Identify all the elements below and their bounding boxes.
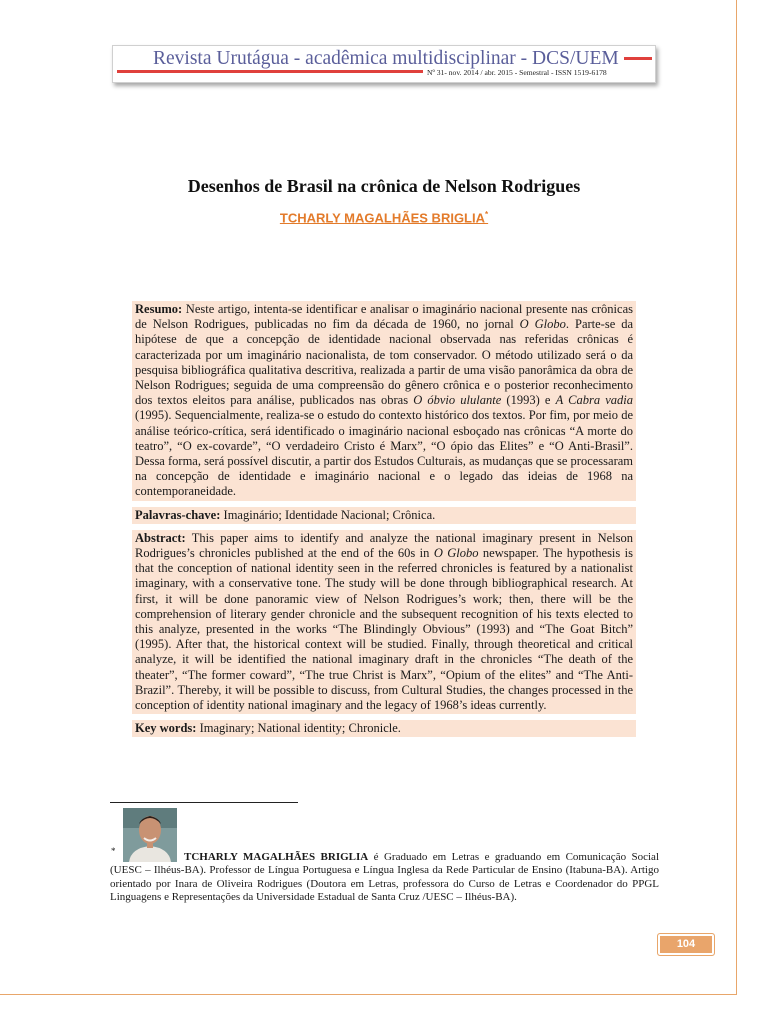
footnote-separator	[110, 802, 298, 803]
journal-header	[112, 45, 656, 83]
resumo-label: Resumo:	[135, 302, 183, 316]
journal-title: Revista Urutágua - acadêmica multidisciplinar - DCS/UEM	[153, 48, 619, 69]
palavras-chave-label: Palavras-chave:	[135, 507, 221, 522]
keywords-label: Key words:	[135, 721, 197, 736]
resumo-paragraph: Resumo: Neste artigo, intenta-se identificar e analisar o imaginário nacional presente nas crônicas de Nelson Rodrigues, publicadas no fim da década de 1960, no jornal O Globo. Parte-se da hipótese de que a concepção de identidade nacional observada nas referidas crônicas é caracterizada por um imaginário nacionalista, de tom conservador. O método utilizado será o da pesquisa bibliográfica qualitativa descritiva, realizada a partir de uma visão panorâmica da obra de Nelson Rodrigues; seguida de uma compreensão do gênero crônica e o posterior reconhecimento dos textos eleitos para análise, publicados nas obras O óbvio ululante (1993) e A Cabra vadia (1995). Sequencialmente, realiza-se o estudo do contexto histórico dos textos. Por fim, por meio de análise teórico-crítica, será identificado o imaginário nacional esboçado nas crônicas “A morte do teatro”, “O ex-covarde”, “O verdadeiro Cristo é Marx”, “O ópio das Elites” e “O Anti-Brasil”. Dessa forma, será possível discutir, a partir dos Estudos Culturais, as mudanças que se processaram na concepção de identidade e imaginário nacional e o legado das ideias de 1968 na contemporaneidade.	[132, 301, 636, 501]
header-red-line-right	[624, 57, 652, 60]
keywords-paragraph: Key words: Imaginary; National identity; Chronicle.	[132, 720, 636, 737]
article-title: Desenhos de Brasil na crônica de Nelson Rodrigues	[187, 176, 581, 196]
abstract-paragraph: Abstract: This paper aims to identify and analyze the national imaginary present in Nelson Rodrigues’s chronicles published at the end of the 60s in O Globo newspaper. The hypothesis is that the conception of national identity seen in the referred chronicles is featured by a nationalist imaginary, with a conservative tone. The study will be done through bibliographical research. At first, it will be done panoramic view of Nelson Rodrigues’s work; then, there will be the comprehension of literary gender chronicle and the subsequent recognition of his texts elected to this analyze, presented in the works “The Blindingly Obvious” (1993) and “The Goat Bitch” (1995). After that, the historical context will be studied. Finally, through theoretical and critical analyze, it will be identified the national imaginary draft in the chronicles “The death of the theater”, “The former coward”, “The true Christ is Marx”, “Opium of the elites” and “The Anti-Brazil”. Thereby, it will be possible to discuss, from Cultural Studies, the changes processed in the conception of identity national imaginary and the legacy of 1968’s ideas currently.	[132, 530, 636, 714]
author-footnote: TCHARLY MAGALHÃES BRIGLIA é Graduado em Letras e graduando em Comunicação Social (UESC – Ilhéus-BA). Professor de Língua Portuguesa e Língua Inglesa da Rede Particular de Ensino (Itabuna-BA). Artigo orientado por Inara de Oliveira Rodrigues (Doutora em Letras, professora do Curso de Letras e Coordenador do PPGL Linguagens e Representações da Universidade Estadual de Santa Cruz /UESC – Ilhéus-BA).	[110, 851, 659, 904]
article-author	[0, 210, 768, 225]
page-number: 104	[657, 933, 715, 956]
author-footnote-mark: *	[485, 210, 489, 219]
abstract-section	[132, 301, 636, 743]
header-red-line-left	[117, 70, 423, 73]
abstract-label: Abstract:	[135, 530, 186, 545]
footnote-author-name: TCHARLY MAGALHÃES BRIGLIA	[184, 851, 369, 863]
footnote-mark: *	[111, 846, 116, 856]
author-name: TCHARLY MAGALHÃES BRIGLIA	[279, 210, 485, 226]
palavras-chave-paragraph: Palavras-chave: Imaginário; Identidade Nacional; Crônica.	[132, 507, 636, 524]
journal-issue-info: Nº 31- nov. 2014 / abr. 2015 - Semestral - ISSN 1519-6178	[427, 68, 607, 77]
